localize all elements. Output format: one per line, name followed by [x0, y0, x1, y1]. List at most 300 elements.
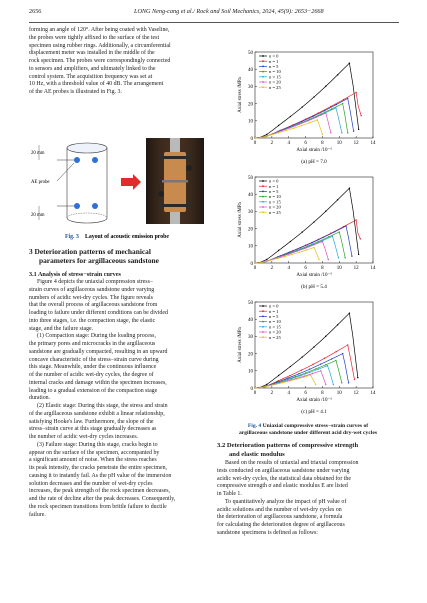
legend-label: n = 25: [269, 209, 281, 215]
chart-title: (c) pH = 4.1: [301, 409, 327, 415]
data-point: [325, 112, 326, 113]
data-point: [334, 231, 335, 232]
para-line: the primary pores and microcracks in the argillaceous: [29, 341, 156, 347]
para-line: failure.: [29, 511, 46, 518]
para-line: Figure 4 depicts the uniaxial compression stress−: [37, 279, 154, 285]
data-point: [284, 256, 285, 257]
data-point: [361, 115, 362, 116]
stress-strain-chart-b: [233, 173, 393, 299]
fig4-caption-prefix: Fig. 4: [247, 423, 262, 429]
data-point: [335, 107, 336, 108]
x-tick-label: 12: [353, 266, 359, 271]
header-rule: [29, 22, 399, 23]
data-point: [347, 98, 348, 99]
data-point: [278, 132, 279, 133]
y-axis-label: Axial stress /MPa: [238, 327, 243, 363]
left-intro-text: [29, 27, 208, 97]
data-point: [354, 379, 355, 380]
data-point: [335, 360, 336, 361]
x-tick-label: 12: [353, 391, 359, 396]
x-tick-label: 4: [287, 266, 290, 271]
data-point: [344, 257, 345, 258]
intro-line: displacement meter was installed in the middle of the: [29, 50, 155, 57]
data-point: [320, 364, 321, 365]
x-tick-label: 6: [304, 141, 307, 146]
data-point: [325, 384, 326, 385]
chart-panel-b: [233, 173, 393, 304]
data-point: [342, 353, 343, 354]
section-3-2: [217, 442, 399, 538]
data-point: [298, 373, 299, 374]
running-header: [29, 8, 399, 20]
legend-marker: [262, 76, 264, 78]
legend-label: n = 10: [269, 319, 281, 325]
data-point: [349, 312, 350, 313]
data-point: [309, 368, 310, 369]
legend-label: n = 1: [269, 58, 279, 64]
data-point: [302, 231, 303, 232]
x-tick-label: 2: [270, 141, 274, 146]
data-point: [281, 130, 282, 131]
intro-line: of the AE probes is illustrated in Fig. 3.: [29, 89, 122, 95]
probe-layout-figure: [29, 138, 208, 242]
data-point: [318, 259, 319, 260]
legend-label: n = 5: [269, 64, 279, 69]
data-point: [330, 132, 331, 133]
y-tick-label: 10: [248, 119, 253, 125]
probe-marker: [92, 203, 98, 209]
data-point: [320, 370, 321, 371]
para-line: stage, and the failure stage.: [29, 325, 94, 332]
para-line: causing it to instantly fail. As the pH value of the immersion: [29, 472, 172, 479]
data-point: [339, 231, 340, 232]
y-tick-label: 10: [248, 369, 253, 375]
x-tick-label: 14: [370, 266, 376, 271]
chart-title: (b) pH = 5.4: [301, 284, 327, 290]
section3-body: [29, 271, 208, 519]
data-point: [254, 262, 255, 263]
data-point: [342, 103, 343, 104]
data-point: [313, 346, 314, 347]
data-point: [337, 199, 338, 200]
data-point: [357, 377, 358, 378]
para-line: of the argillaceous sandstone exhibit a linear relationship,: [29, 410, 165, 417]
legend-label: n = 25: [269, 334, 281, 340]
legend-label: n = 0: [269, 178, 279, 184]
data-point: [301, 370, 302, 371]
para-line: in Table 1.: [217, 491, 242, 497]
data-point: [303, 376, 304, 377]
x-tick-label: 12: [353, 141, 359, 146]
legend-marker: [262, 60, 264, 62]
legend-marker: [262, 310, 264, 312]
data-point: [296, 251, 297, 252]
data-point: [351, 255, 352, 256]
legend-marker: [262, 86, 264, 88]
legend-marker: [262, 201, 264, 203]
para-line: into three stages, i.e. the compaction stage, the elastic: [29, 317, 156, 324]
para-line: loading to failure under different conditions can be divided: [29, 310, 168, 316]
data-point: [275, 384, 276, 385]
data-point: [348, 382, 349, 383]
para-line: acidic solutions and the number of wet-dry cycles on: [217, 506, 342, 513]
data-point: [299, 252, 300, 253]
legend-label: n = 20: [269, 79, 281, 85]
x-tick-label: 8: [321, 141, 324, 146]
data-point: [358, 254, 359, 255]
data-point: [288, 253, 289, 254]
data-point: [341, 132, 342, 133]
intro-line: to sensors and amplifiers, and ultimately linked to the: [29, 65, 156, 72]
data-point: [349, 187, 350, 188]
data-point: [278, 125, 279, 126]
data-point: [327, 365, 328, 366]
y-tick-label: 50: [248, 175, 253, 181]
y-axis-label: Axial stress /MPa: [238, 77, 243, 113]
legend-label: n = 25: [269, 84, 281, 90]
intro-line: forming an angle of 120°. After being coated with Vaseline,: [29, 27, 170, 33]
probe-diagram-svg: [29, 138, 208, 242]
legend-label: n = 10: [269, 194, 281, 200]
y-axis-label: Axial stress /MPa: [238, 202, 243, 238]
fig3-caption-prefix: Fig. 3: [65, 234, 79, 240]
arrow-icon: [121, 174, 141, 190]
para-line: compressive strength σ and elastic modulus E are listed: [217, 483, 348, 490]
data-point: [313, 96, 314, 97]
x-tick-label: 8: [321, 391, 324, 396]
para-line: (3) Failure stage: During this stage, cracks begin to: [37, 441, 158, 448]
chart-panel-a: [233, 48, 393, 179]
para-line: a significant amount of noise. When the stress reaches: [29, 457, 157, 464]
y-tick-label: 20: [248, 352, 253, 358]
x-tick-label: 6: [304, 266, 307, 271]
data-point: [310, 374, 311, 375]
dim-label-top: 20 mm: [31, 151, 45, 156]
data-point: [349, 62, 350, 63]
y-tick-label: 20: [248, 227, 253, 233]
y-tick-label: 40: [248, 68, 253, 73]
para-line: solution decreases and the number of wet-dry cycles: [29, 480, 153, 487]
chart-title: (a) pH = 7.0: [301, 159, 327, 165]
data-point: [262, 262, 263, 263]
x-tick-label: 10: [336, 141, 342, 146]
para-line: concave characteristic of the stress−strain curve during: [29, 356, 159, 363]
data-point: [324, 110, 325, 111]
data-point: [324, 358, 325, 359]
subsection-3-2-title-line1: 3.2 Deterioration patterns of compressive strength: [217, 442, 359, 449]
x-tick-label: 0: [253, 391, 257, 396]
series-line: [255, 345, 354, 388]
data-point: [287, 377, 288, 378]
x-tick-label: 4: [287, 391, 290, 396]
data-point: [341, 382, 342, 383]
para-line: Based on the results of uniaxial and triaxial compression: [225, 460, 359, 466]
data-point: [332, 236, 333, 237]
probe-marker: [92, 157, 98, 163]
para-line: (2) Elastic stage: During this stage, the stress and strain: [37, 403, 168, 409]
legend-marker: [262, 71, 264, 73]
data-point: [312, 116, 313, 117]
x-axis-label: Axial strain /10⁻³: [296, 148, 332, 153]
legend-label: n = 20: [269, 329, 281, 335]
para-line: internal cracks and damage within the specimen increases,: [29, 379, 167, 386]
data-point: [302, 356, 303, 357]
legend-label: n = 15: [269, 324, 281, 330]
x-tick-label: 4: [287, 141, 290, 146]
data-point: [325, 364, 326, 365]
data-point: [313, 247, 314, 248]
para-line: its peak intensity, the cracks penetrate the entire specimen,: [29, 465, 167, 471]
data-point: [318, 368, 319, 369]
data-point: [315, 368, 316, 369]
y-tick-label: 0: [250, 136, 253, 142]
data-point: [337, 324, 338, 325]
legend-label: n = 5: [269, 314, 279, 319]
data-point: [266, 384, 267, 385]
fig4-caption-line1: Uniaxial compressive stress−strain curves of: [262, 423, 369, 429]
x-tick-label: 0: [253, 266, 257, 271]
x-tick-label: 2: [270, 391, 274, 396]
y-tick-label: 10: [248, 244, 253, 250]
legend-marker: [262, 326, 264, 328]
para-line: numbers of acidic wet-dry cycles. The figure reveals: [29, 294, 153, 301]
data-point: [266, 259, 267, 260]
data-point: [290, 366, 291, 367]
data-point: [313, 244, 314, 245]
intro-line: 10 Hz, with a threshold value of 40 dB. The arrangement: [29, 81, 164, 88]
data-point: [358, 129, 359, 130]
data-point: [278, 250, 279, 251]
data-point: [268, 385, 269, 386]
data-point: [325, 211, 326, 212]
data-point: [355, 92, 356, 93]
data-point: [301, 121, 302, 122]
y-tick-label: 30: [248, 335, 253, 341]
legend-marker: [262, 81, 264, 83]
data-point: [309, 122, 310, 123]
para-line: appear on the surface of the specimen, accompanied by: [29, 449, 160, 456]
data-point: [360, 238, 361, 239]
probe-marker: [74, 157, 80, 163]
legend-marker: [262, 321, 264, 323]
y-tick-label: 0: [250, 386, 253, 392]
legend-marker: [262, 336, 264, 338]
data-point: [322, 241, 323, 242]
data-point: [309, 372, 310, 373]
data-point: [347, 344, 348, 345]
para-line: increases, the peak strength of the rock specimen decreases,: [29, 488, 170, 495]
legend-marker: [262, 191, 264, 193]
specimen-photo: [146, 138, 204, 224]
ae-probe-label: AE probe: [31, 180, 50, 185]
legend-label: n = 0: [269, 53, 279, 59]
data-point: [306, 249, 307, 250]
data-point: [325, 336, 326, 337]
x-tick-label: 14: [370, 141, 376, 146]
data-point: [262, 136, 263, 137]
section3-heading: [29, 247, 208, 265]
data-point: [345, 225, 346, 226]
fig4-caption-line2: argillaceous sandstone under different acid dry-wet cycles: [238, 430, 378, 436]
para-line: the rock specimen transitions from brittle failure to ductile: [29, 503, 167, 510]
x-tick-label: 6: [304, 391, 307, 396]
data-point: [282, 382, 283, 383]
data-point: [291, 378, 292, 379]
para-line: duration.: [29, 395, 51, 402]
para-line: (1) Compaction stage: During the loading process,: [37, 333, 156, 340]
legend-marker: [262, 316, 264, 318]
data-point: [315, 384, 316, 385]
y-tick-label: 20: [248, 102, 253, 108]
x-tick-label: 10: [336, 391, 342, 396]
series-line: [255, 371, 326, 388]
fig3-caption-text: Layout of acoustic emission probe: [85, 234, 169, 240]
legend-marker: [262, 206, 264, 208]
y-tick-label: 30: [248, 210, 253, 216]
data-point: [316, 116, 317, 117]
data-point: [296, 378, 297, 379]
data-point: [312, 364, 313, 365]
data-point: [302, 106, 303, 107]
legend-label: n = 15: [269, 199, 281, 205]
x-axis-label: Axial strain /10⁻³: [296, 273, 332, 278]
subsection-3-1-title: 3.1 Analysis of stress−strain curves: [29, 271, 121, 278]
para-line: of the number of acidic wet-dry cycles, the degree of: [29, 372, 154, 378]
data-point: [269, 260, 270, 261]
data-point: [355, 219, 356, 220]
intro-line: rock specimen. The probes were correspondingly connected: [29, 58, 171, 64]
stress-strain-chart-c: [233, 298, 393, 424]
chart-panel-c: [233, 298, 393, 429]
section3-title-line2: parameters for argillaceous sandstone: [39, 256, 159, 265]
data-point: [276, 258, 277, 259]
legend-label: n = 1: [269, 183, 279, 189]
running-title: LONG Neng-cang et al./ Rock and Soil Mechanics, 2024, 45(9): 2653−2668: [134, 8, 324, 15]
para-line: sandstone are gradually compacted, resulting in an upward: [29, 348, 168, 355]
data-point: [307, 120, 308, 121]
para-line: for calculating the deterioration degree of argillaceous: [217, 522, 345, 528]
data-point: [293, 127, 294, 128]
y-tick-label: 40: [248, 193, 253, 198]
data-point: [322, 134, 323, 135]
legend-label: n = 0: [269, 303, 279, 309]
legend-label: n = 5: [269, 189, 279, 194]
data-point: [335, 104, 336, 105]
para-line: stress−strain curve at this stage gradually decreases as: [29, 426, 157, 433]
para-line: this stage. Meanwhile, under the continuous influence: [29, 364, 157, 371]
legend-label: n = 10: [269, 69, 281, 75]
para-line: the number of acidic wet-dry cycles increases.: [29, 434, 139, 440]
data-point: [290, 116, 291, 117]
stress-strain-chart-a: [233, 48, 393, 174]
data-point: [289, 375, 290, 376]
legend-label: n = 15: [269, 74, 281, 80]
data-point: [335, 351, 336, 352]
data-point: [337, 74, 338, 75]
para-line: leading to a gradual extension of the compaction stage: [29, 387, 158, 394]
subsection-3-2-title-line2: and elastic modulus: [229, 451, 285, 458]
para-line: sandstone specimens is defined as follows:: [217, 529, 318, 536]
para-line: and the rate of decline after the peak decreases. Consequently,: [29, 496, 176, 502]
data-point: [328, 236, 329, 237]
data-point: [278, 375, 279, 376]
para-line: tests conducted on argillaceous sandstone under varying: [217, 467, 350, 474]
data-point: [254, 137, 255, 138]
para-line: strain curves of argillaceous sandstone under varying: [29, 286, 155, 293]
legend-marker: [262, 185, 264, 187]
data-point: [270, 134, 271, 135]
intro-line: control system. The acquisition frequency was set at: [29, 73, 153, 80]
legend-marker: [262, 66, 264, 68]
data-point: [291, 254, 292, 255]
dim-label-bottom: 20 mm: [31, 213, 45, 218]
x-tick-label: 0: [253, 141, 257, 146]
data-point: [266, 134, 267, 135]
data-point: [325, 86, 326, 87]
data-point: [328, 259, 329, 260]
y-tick-label: 50: [248, 50, 253, 56]
x-axis-label: Axial strain /10⁻³: [296, 398, 332, 403]
data-point: [323, 237, 324, 238]
y-tick-label: 40: [248, 318, 253, 323]
data-point: [254, 387, 255, 388]
x-tick-label: 14: [370, 391, 376, 396]
intro-line: specimen using rubber rings. Additionally, a circumferential: [29, 42, 171, 49]
data-point: [299, 124, 300, 125]
y-tick-label: 50: [248, 300, 253, 306]
y-tick-label: 30: [248, 85, 253, 91]
data-point: [289, 380, 290, 381]
data-point: [347, 132, 348, 133]
fig4-caption: [217, 423, 399, 437]
legend-marker: [262, 180, 264, 182]
data-point: [290, 127, 291, 128]
data-point: [301, 125, 302, 126]
legend-label: n = 20: [269, 204, 281, 210]
y-tick-label: 0: [250, 261, 253, 267]
para-line: acidic wet-dry cycles, the statistical data obtained for the: [217, 475, 351, 482]
legend-marker: [262, 331, 264, 333]
data-point: [311, 242, 312, 243]
data-point: [353, 130, 354, 131]
data-point: [331, 358, 332, 359]
data-point: [261, 387, 262, 388]
data-point: [285, 130, 286, 131]
x-tick-label: 8: [321, 266, 324, 271]
x-tick-label: 10: [336, 266, 342, 271]
x-tick-label: 2: [270, 266, 274, 271]
data-point: [290, 241, 291, 242]
legend-marker: [262, 211, 264, 213]
intro-line: the probes were tightly affixed to the surface of the test: [29, 34, 160, 41]
para-line: satisfying Hooke's law. Furthermore, the slope of the: [29, 418, 154, 425]
probe-marker: [74, 203, 80, 209]
data-point: [300, 375, 301, 376]
legend-marker: [262, 305, 264, 307]
para-line: the deterioration of argillaceous sandstone, a formula: [217, 514, 343, 521]
data-point: [338, 257, 339, 258]
para-line: that the overall process of argillaceous sandstone from: [29, 302, 158, 309]
legend-marker: [262, 196, 264, 198]
legend-label: n = 1: [269, 308, 279, 314]
data-point: [300, 247, 301, 248]
data-point: [312, 373, 313, 374]
data-point: [313, 221, 314, 222]
section3-title-line1: 3 Deterioration patterns of mechanical: [29, 247, 151, 256]
legend-marker: [262, 55, 264, 57]
data-point: [317, 119, 318, 120]
data-point: [305, 247, 306, 248]
